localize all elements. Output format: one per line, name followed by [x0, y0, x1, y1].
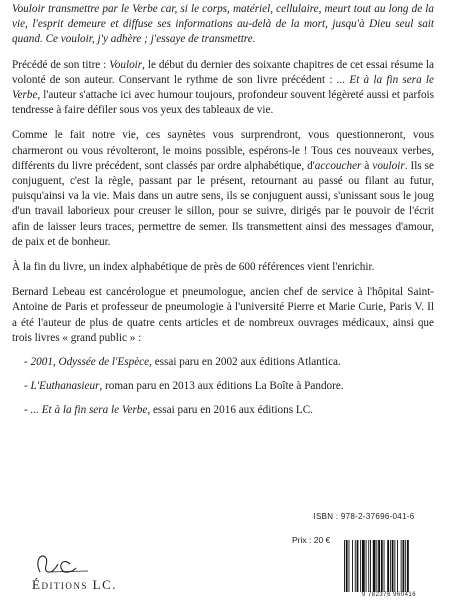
- publisher-logo: [18, 550, 128, 600]
- p2-word2: vouloir: [372, 159, 405, 172]
- paragraph-verbs: [12, 128, 434, 250]
- p2-mid: à: [361, 159, 373, 172]
- barcode: [342, 540, 436, 592]
- p1-prev-title: ... Et à la fin sera le Verbe: [12, 73, 435, 102]
- book-title: ... Et à la fin sera le Verbe: [30, 404, 148, 417]
- book-list-item: [12, 355, 434, 370]
- paragraph-index: À la fin du livre, un index alphabétique de près de 600 références vient l'enrichir.: [12, 261, 375, 274]
- isbn-label: ISBN : 978-2-37696-041-6: [313, 512, 415, 521]
- book-title: L'Euthanasieur: [30, 380, 100, 393]
- p2-word: accoucher: [314, 159, 362, 172]
- book-details: , essai paru en 2002 aux éditions Atlantica.: [149, 356, 341, 369]
- book-details: , essai paru en 2016 aux éditions LC.: [147, 404, 313, 417]
- p1-lead: Précédé de son titre :: [12, 58, 110, 71]
- book-list-item: [12, 379, 434, 394]
- publisher-name: Éditions LC.: [32, 577, 118, 592]
- bullet-dash: -: [24, 380, 31, 393]
- p1-after: , l'auteur s'attache ici avec humour toujours, profondeur souvent légèreté aussi et parfois tendresse à faire défiler sous vos yeux des tableaux de vie.: [12, 89, 434, 117]
- bullet-dash: -: [24, 356, 31, 369]
- bullet-dash: -: [24, 404, 31, 417]
- cover-footer: [0, 505, 450, 600]
- paragraph-author-bio: Bernard Lebeau est cancérologue et pneumologue, ancien chef de service à l'hôpital Saint-Antoine de Paris et professeur de pneumologie à l'université Pierre et Marie Curie, Paris V. Il a été l'auteur de plus de quatre cents articles et de nombreux ouvrages médicaux, ainsi que trois livres « grand public » :: [12, 286, 434, 344]
- publisher-script-mark-icon: [18, 550, 128, 576]
- p2-before: Comme le fait notre vie, ces saynètes vous surprendront, vous questionneront, vous charmeront ou vous révolteront, le moins possible, espérons-le ! Tous ces nouveaux verbes, différents du livre précédent, sont classés par ordre alphabétique, d': [12, 129, 434, 172]
- paragraph-title-summary: [12, 58, 434, 119]
- p1-mid: , le début du dernier des soixante chapitres de cet essai résume la volonté de son auteur. Conservant le rythme de son livre précédent :: [12, 58, 434, 86]
- barcode-digits: 9 782376 960416: [361, 592, 417, 598]
- intro-quote: Vouloir transmettre par le Verbe car, si le corps, matériel, cellulaire, meurt tout au long de la vie, l'esprit demeure et diffuse ses informations au-delà de la mort, jusqu'à Dieu seul sait quand. Ce vouloir, j'y adhère ; j'essaye de transmettre.: [12, 3, 434, 46]
- book-title: 2001, Odyssée de l'Espèce: [30, 356, 150, 369]
- book-list-item: [12, 403, 434, 418]
- book-details: , roman paru en 2013 aux éditions La Boîte à Pandore.: [99, 380, 344, 393]
- back-cover-text: [12, 2, 434, 419]
- p2-after: . Ils se conjuguent, c'est la règle, passant par le présent, retournant au passé ou filant au futur, puisqu'ainsi va la vie. Mais dans un autre sens, ils se conjuguent aussi, s'unissant sous le joug d'un travail laborieux pour creuser le sillon, pour se suivre, dirigés par le pouvoir de l'écrit afin de laisser leurs traces, permettre de semer. Ils transmettent ainsi des messages d'amour, de paix et de bonheur.: [12, 159, 434, 248]
- p1-title: Vouloir: [109, 58, 143, 71]
- price-label: Prix : 20 €: [292, 535, 331, 545]
- isbn-block: [292, 512, 436, 600]
